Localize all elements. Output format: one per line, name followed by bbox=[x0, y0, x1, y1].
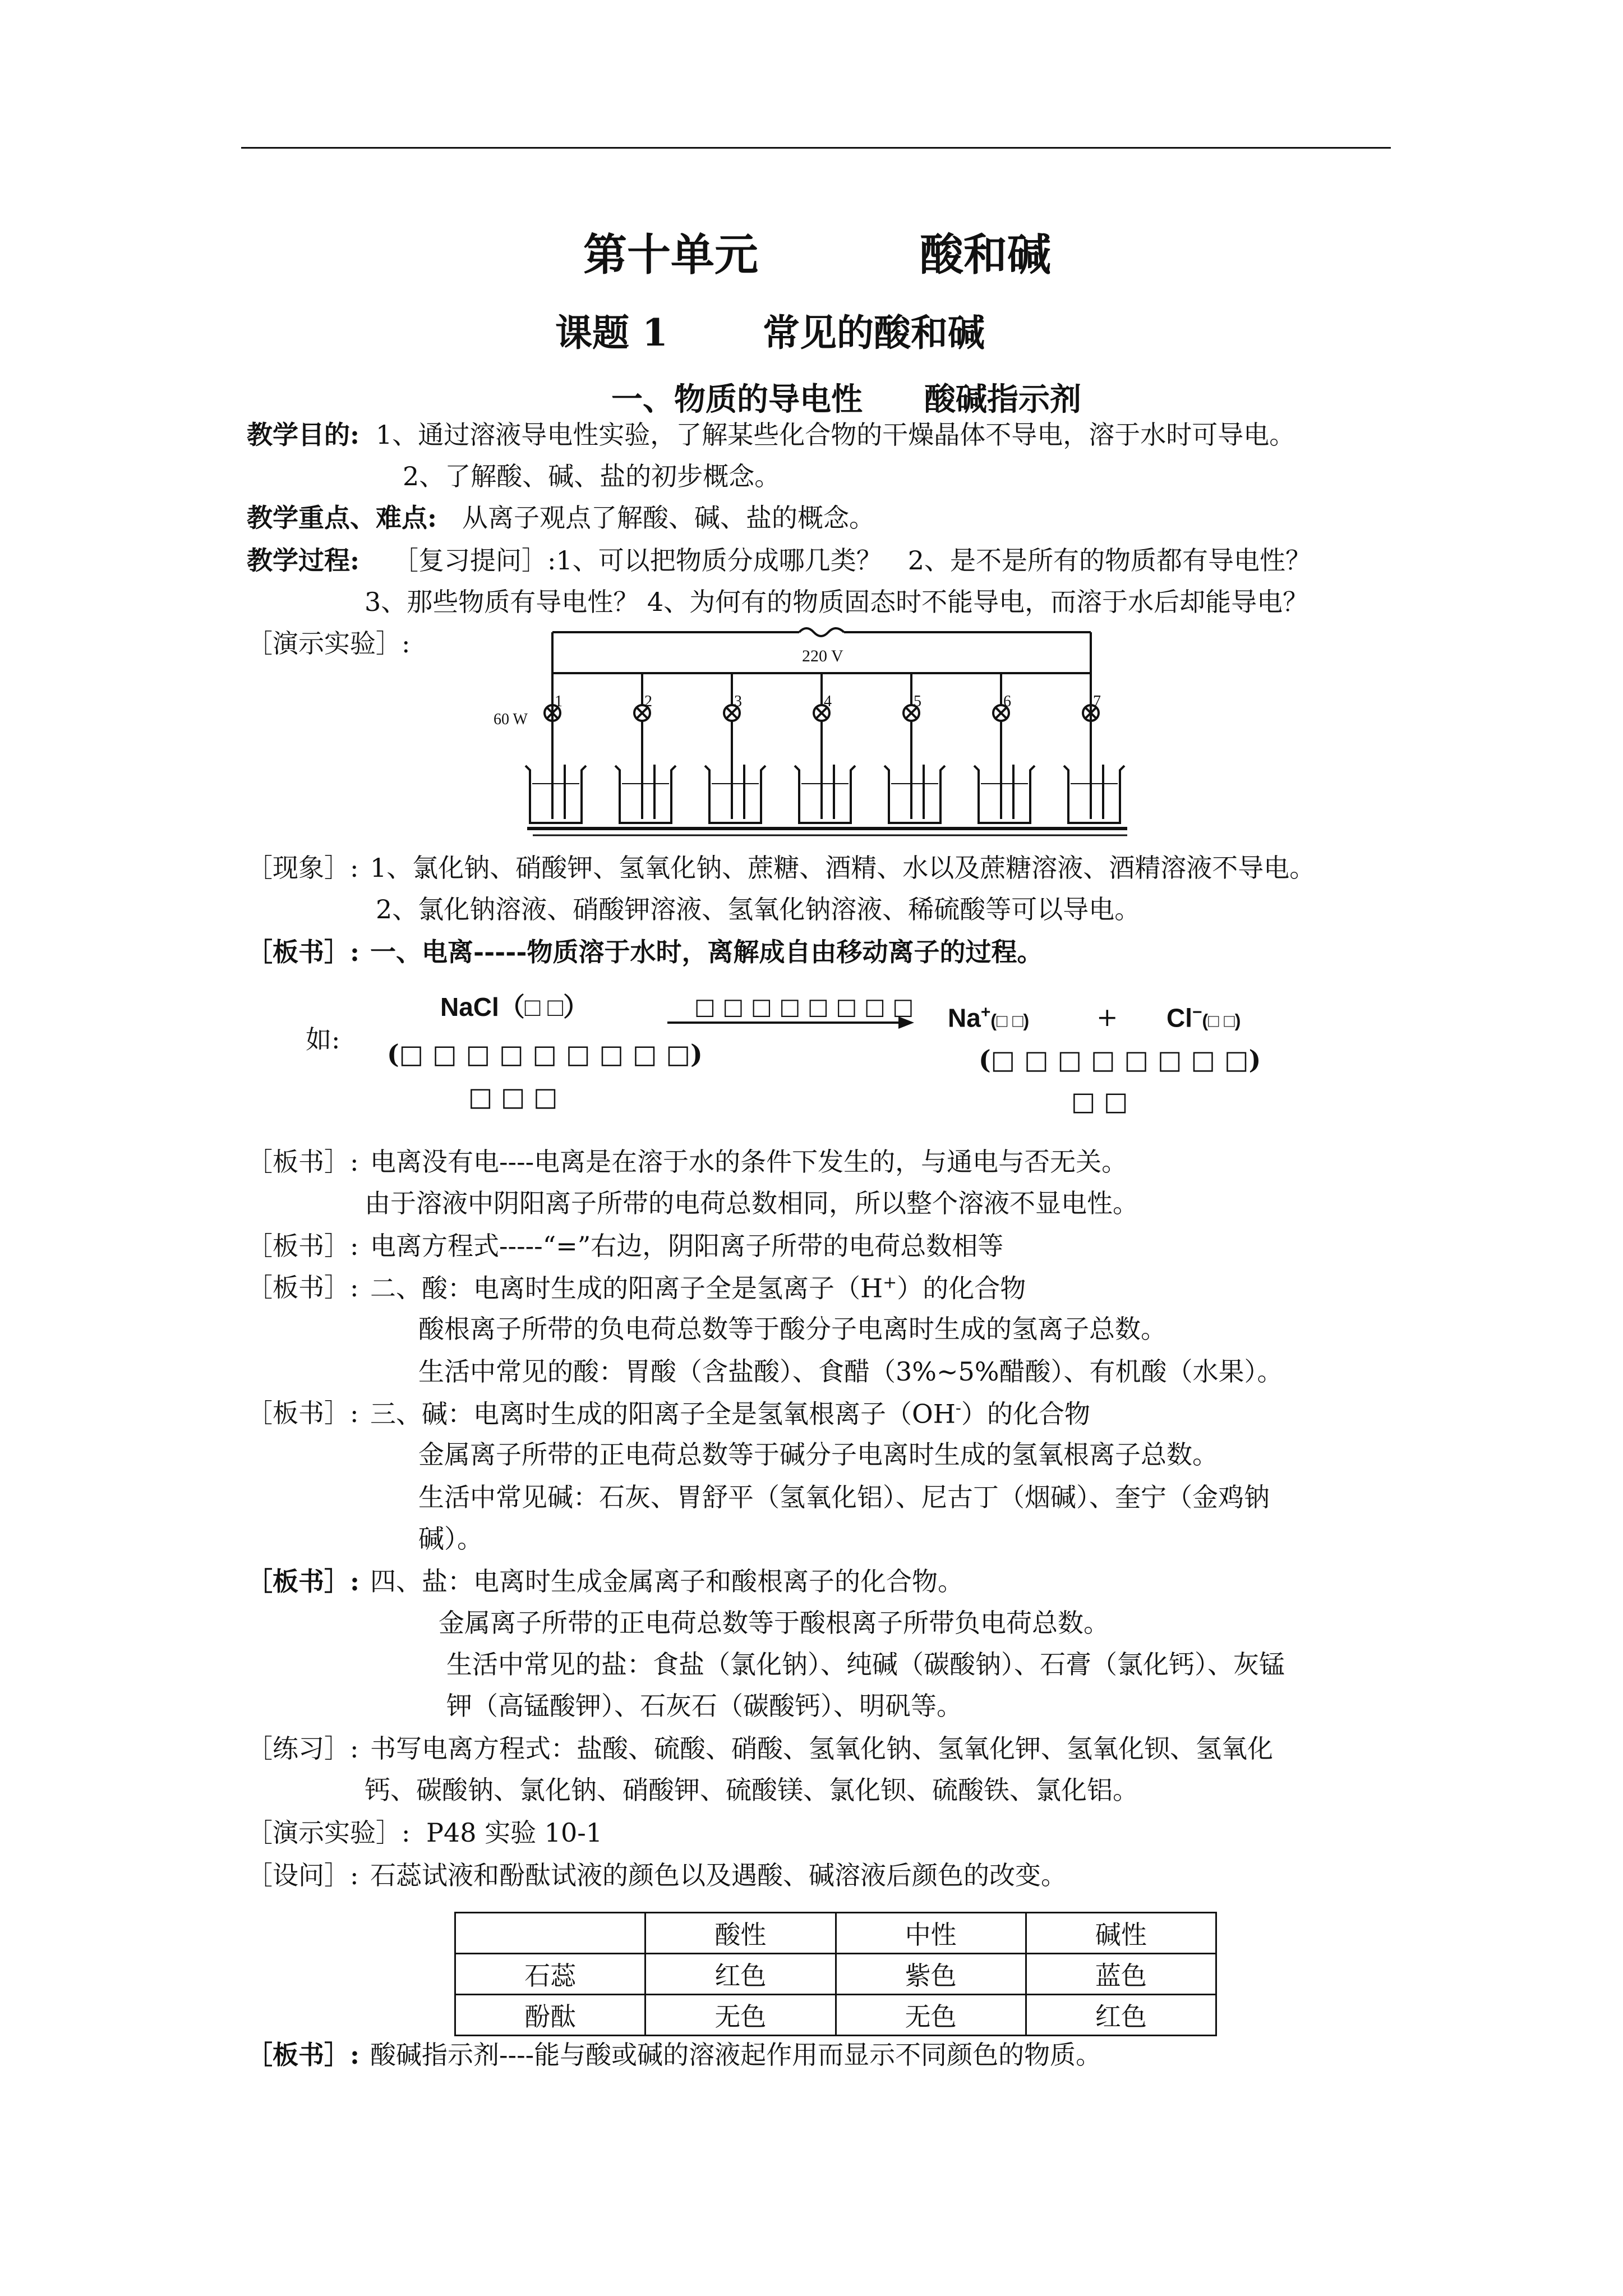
equation-product-note-2: □ □ bbox=[1071, 1086, 1128, 1116]
board-1-text: 一、电离-----物质溶于水时，离解成自由移动离子的过程。 bbox=[370, 937, 1043, 967]
table-cell: 紫色 bbox=[836, 1954, 1026, 1995]
demo-label: ［演示实验］: bbox=[247, 628, 411, 659]
table-cell: 蓝色 bbox=[1026, 1954, 1216, 1995]
anion-symbol: Cl bbox=[1166, 1003, 1192, 1033]
phenomena-line-1: 1、氯化钠、硝酸钾、氢氧化钠、蔗糖、酒精、水以及蔗糖溶液、酒精溶液不导电。 bbox=[370, 853, 1316, 883]
board-7-label: ［板书］: bbox=[247, 2040, 359, 2070]
board-4-text-pre: 二、酸：电离时生成的阳离子全是氢离子（H bbox=[370, 1273, 883, 1304]
table-cell: 无色 bbox=[836, 1995, 1026, 2036]
beaker-number: 2 bbox=[644, 693, 652, 710]
process-label: 教学过程: bbox=[247, 545, 359, 576]
objectives-item-2: 2、了解酸、碱、盐的初步概念。 bbox=[403, 461, 781, 491]
beaker-icon bbox=[615, 766, 676, 823]
table-cell: 石蕊 bbox=[455, 1954, 645, 1995]
equation-cation bbox=[948, 1003, 1030, 1033]
lesson-title: 课题 1 bbox=[555, 311, 668, 355]
table-row bbox=[455, 1913, 1216, 1954]
beaker-icon bbox=[705, 766, 766, 823]
table-row bbox=[455, 1954, 1216, 1995]
board-2-line-2: 由于溶液中阴阳离子所带的电荷总数相同，所以整个溶液不显电性。 bbox=[365, 1188, 1138, 1218]
board-5-label: ［板书］: bbox=[247, 1398, 359, 1428]
beaker-icon bbox=[974, 766, 1035, 823]
lesson-topic: 常见的酸和碱 bbox=[763, 311, 985, 355]
lamp-beaker-unit bbox=[525, 673, 586, 823]
board-5-text-pre: 三、碱：电离时生成的阳离子全是氢氧根离子（OH bbox=[370, 1398, 956, 1429]
board-6-line-2: 金属离子所带的正电荷总数等于酸根离子所带负电荷总数。 bbox=[439, 1608, 1109, 1638]
lamp-beaker-units bbox=[525, 673, 1124, 823]
unit-topic: 酸和碱 bbox=[920, 229, 1052, 280]
beaker-number: 7 bbox=[1093, 693, 1101, 710]
table-header-cell: 酸性 bbox=[645, 1913, 836, 1954]
phenomena-label: ［现象］: bbox=[247, 853, 359, 883]
cation-state: (□ □) bbox=[990, 1010, 1030, 1031]
section-title: 一、物质的导电性 bbox=[611, 381, 863, 418]
phenomena-line-2: 2、氯化钠溶液、硝酸钾溶液、氢氧化钠溶液、稀硫酸等可以导电。 bbox=[376, 894, 1141, 924]
board-6-line-4: 钾（高锰酸钾）、石灰石（碳酸钙）、明矾等。 bbox=[446, 1691, 962, 1721]
beaker-number: 3 bbox=[734, 693, 742, 710]
demo-2-label: ［演示实验］: bbox=[247, 1818, 411, 1848]
table-cell: 酚酞 bbox=[455, 1995, 645, 2036]
demo-2-text: P48 实验 10-1 bbox=[426, 1818, 603, 1848]
equation-prefix: 如: bbox=[306, 1024, 340, 1055]
table-header-cell: 中性 bbox=[836, 1913, 1026, 1954]
equation-plus: + bbox=[1096, 1002, 1118, 1032]
objectives-label: 教学目的: bbox=[247, 420, 359, 450]
board-5-line-3: 生活中常见碱：石灰、胃舒平（氢氧化铝）、尼古丁（烟碱）、奎宁（金鸡钠 bbox=[418, 1482, 1270, 1512]
board-4-line-3: 生活中常见的酸：胃酸（含盐酸）、食醋（3%~5%醋酸）、有机酸（水果）。 bbox=[418, 1356, 1283, 1387]
board-3-text: 电离方程式-----“=”右边，阴阳离子所带的电荷总数相等 bbox=[370, 1231, 1004, 1261]
board-2-label: ［板书］: bbox=[247, 1147, 359, 1177]
equation-arrow bbox=[667, 1014, 914, 1031]
board-4-text bbox=[370, 1273, 1026, 1304]
equation-reactant-note-2: □ □ □ bbox=[468, 1082, 558, 1112]
beaker-number: 4 bbox=[824, 693, 832, 710]
process-line-2: 3、那些物质有导电性？ 4、为何有的物质固态时不能导电，而溶于水后却能导电？ bbox=[365, 587, 1309, 617]
objectives-item-1: 1、通过溶液导电性实验，了解某些化合物的干燥晶体不导电，溶于水时可导电。 bbox=[376, 420, 1295, 450]
table-cell: 红色 bbox=[1026, 1995, 1216, 2036]
anion-charge: − bbox=[1192, 1003, 1202, 1022]
board-2-text: 电离没有电----电离是在溶于水的条件下发生的，与通电与否无关。 bbox=[370, 1147, 1128, 1177]
key-points-text: 从离子观点了解酸、碱、盐的概念。 bbox=[462, 503, 875, 533]
board-4-line-2: 酸根离子所带的负电荷总数等于酸分子电离时生成的氢离子总数。 bbox=[418, 1314, 1166, 1344]
board-5-text-post: ）的化合物 bbox=[961, 1398, 1090, 1429]
board-7-text: 酸碱指示剂----能与酸或碱的溶液起作用而显示不同颜色的物质。 bbox=[370, 2040, 1102, 2070]
beaker-icon bbox=[884, 766, 945, 823]
question-text: 石蕊试液和酚酞试液的颜色以及遇酸、碱溶液后颜色的改变。 bbox=[370, 1860, 1067, 1890]
unit-title: 第十单元 bbox=[583, 229, 759, 280]
practice-label: ［练习］: bbox=[247, 1733, 359, 1764]
board-6-text: 四、盐：电离时生成金属离子和酸根离子的化合物。 bbox=[370, 1566, 963, 1596]
board-1-label: ［板书］: bbox=[247, 937, 359, 967]
board-6-line-3: 生活中常见的盐：食盐（氯化钠）、纯碱（碳酸钠）、石膏（氯化钙）、灰锰 bbox=[446, 1649, 1285, 1680]
equation-product-note-1: (□ □ □ □ □ □ □ □) bbox=[979, 1045, 1261, 1075]
board-5-line-2: 金属离子所带的正电荷总数等于碱分子电离时生成的氢氧根离子总数。 bbox=[418, 1439, 1218, 1470]
beaker-number: 6 bbox=[1003, 693, 1011, 710]
table-header-cell bbox=[455, 1913, 645, 1954]
board-5-line-4: 碱）。 bbox=[418, 1524, 483, 1554]
question-label: ［设问］: bbox=[247, 1860, 359, 1890]
table-row bbox=[455, 1995, 1216, 2036]
equation-arrow-label: □ □ □ □ □ □ □ □ bbox=[694, 994, 914, 1020]
beaker-number: 1 bbox=[555, 693, 562, 710]
conductivity-apparatus-diagram bbox=[494, 625, 1127, 841]
equation-reactant-note-1: (□ □ □ □ □ □ □ □ □) bbox=[387, 1039, 703, 1069]
board-5-text bbox=[370, 1400, 1090, 1427]
anion-state: (□ □) bbox=[1202, 1010, 1241, 1031]
beaker-icon bbox=[1064, 766, 1124, 823]
lamp-beaker-unit bbox=[1064, 673, 1124, 823]
practice-line-1: 书写电离方程式：盐酸、硫酸、硝酸、氢氧化钠、氢氧化钾、氢氧化钡、氢氧化 bbox=[370, 1733, 1273, 1764]
table-header-cell: 碱性 bbox=[1026, 1913, 1216, 1954]
board-6-label: ［板书］: bbox=[247, 1566, 359, 1596]
table-cell: 红色 bbox=[645, 1954, 836, 1995]
equation-anion bbox=[1166, 1003, 1241, 1033]
beaker-number: 5 bbox=[914, 693, 921, 710]
board-4-text-sup: + bbox=[883, 1273, 897, 1292]
lamp-beaker-unit bbox=[884, 673, 945, 823]
practice-line-2: 钙、碳酸钠、氯化钠、硝酸钾、硫酸镁、氯化钡、硫酸铁、氯化铝。 bbox=[365, 1775, 1138, 1805]
board-5-text-sup: - bbox=[955, 1398, 961, 1418]
process-line-1: ［复习提问］:1、可以把物质分成哪几类？ 2、是不是所有的物质都有导电性？ bbox=[393, 545, 1312, 576]
section-topic: 酸碱指示剂 bbox=[924, 381, 1081, 418]
key-points-label: 教学重点、难点: bbox=[247, 503, 437, 533]
cation-symbol: Na bbox=[948, 1003, 981, 1033]
indicator-table bbox=[454, 1912, 1217, 2036]
beaker-icon bbox=[525, 766, 586, 823]
power-label: 60 W bbox=[494, 711, 528, 728]
lamp-beaker-unit bbox=[795, 673, 855, 823]
lamp-beaker-unit bbox=[974, 673, 1035, 823]
lamp-beaker-unit bbox=[615, 673, 676, 823]
equation-reactant: NaCl（□ □） bbox=[440, 992, 589, 1022]
cation-charge: + bbox=[980, 1003, 991, 1022]
top-rule bbox=[241, 147, 1391, 149]
beaker-icon bbox=[795, 766, 855, 823]
table-cell: 无色 bbox=[645, 1995, 836, 2036]
voltage-label: 220 V bbox=[802, 647, 843, 665]
board-4-text-post: ）的化合物 bbox=[897, 1273, 1026, 1304]
board-4-label: ［板书］: bbox=[247, 1272, 359, 1303]
lamp-beaker-unit bbox=[705, 673, 766, 823]
board-3-label: ［板书］: bbox=[247, 1231, 359, 1261]
